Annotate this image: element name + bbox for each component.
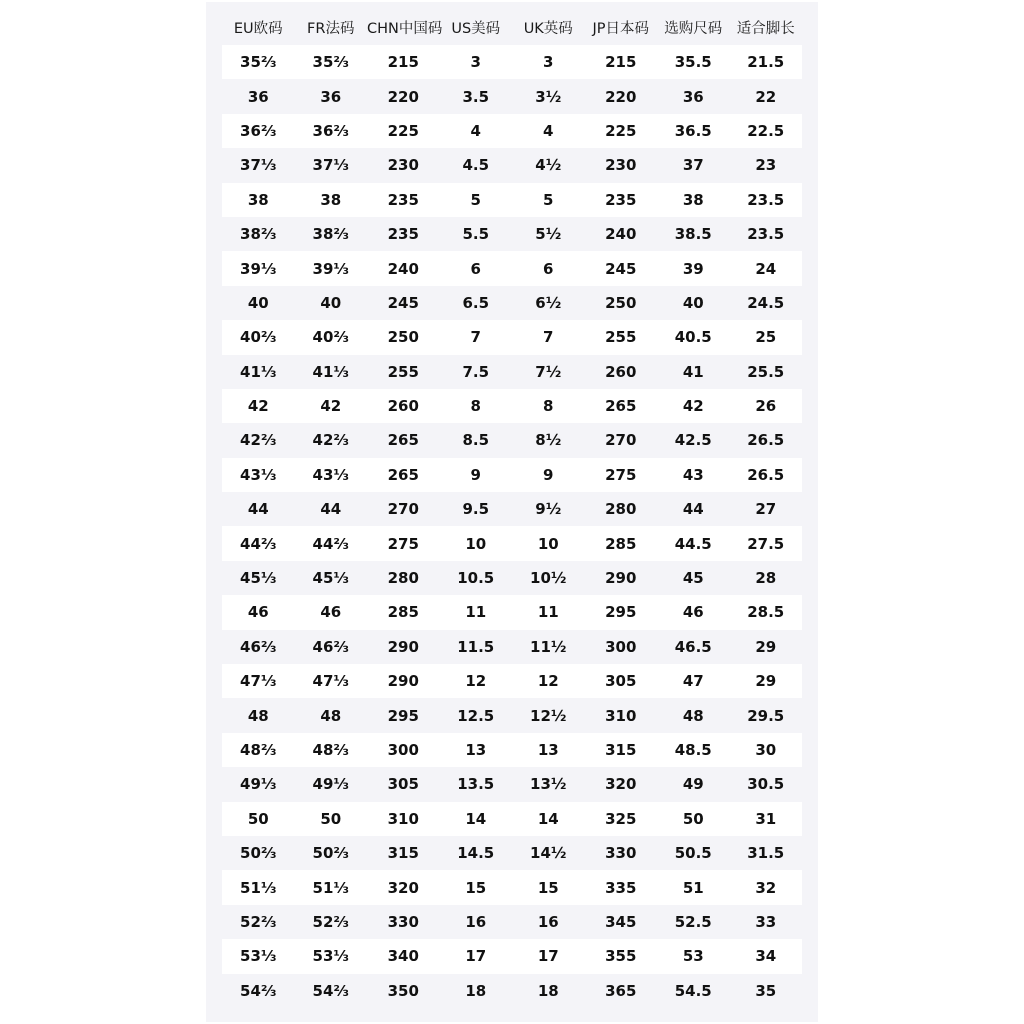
cell-chn: 235 <box>367 183 440 217</box>
cell-chn: 265 <box>367 423 440 457</box>
cell-jp: 245 <box>585 251 658 285</box>
cell-foot-length: 30.5 <box>730 767 803 801</box>
cell-us: 13 <box>440 733 513 767</box>
cell-chn: 290 <box>367 630 440 664</box>
cell-fr: 48 <box>295 698 368 732</box>
table-row <box>222 561 802 595</box>
table-row <box>222 905 802 939</box>
cell-eu: 40⅔ <box>222 320 295 354</box>
cell-us: 10.5 <box>440 561 513 595</box>
cell-uk: 12½ <box>512 698 585 732</box>
cell-purchase-size: 48.5 <box>657 733 730 767</box>
cell-purchase-size: 37 <box>657 148 730 182</box>
cell-us: 3 <box>440 45 513 79</box>
cell-us: 7.5 <box>440 355 513 389</box>
cell-fr: 53⅓ <box>295 939 368 973</box>
cell-purchase-size: 44.5 <box>657 526 730 560</box>
cell-foot-length: 25 <box>730 320 803 354</box>
cell-chn: 235 <box>367 217 440 251</box>
cell-fr: 37⅓ <box>295 148 368 182</box>
cell-us: 9.5 <box>440 492 513 526</box>
cell-purchase-size: 40 <box>657 286 730 320</box>
cell-foot-length: 25.5 <box>730 355 803 389</box>
cell-chn: 290 <box>367 664 440 698</box>
cell-jp: 355 <box>585 939 658 973</box>
cell-us: 10 <box>440 526 513 560</box>
cell-chn: 250 <box>367 320 440 354</box>
cell-us: 5.5 <box>440 217 513 251</box>
cell-fr: 45⅓ <box>295 561 368 595</box>
cell-jp: 335 <box>585 870 658 904</box>
cell-uk: 7 <box>512 320 585 354</box>
cell-purchase-size: 40.5 <box>657 320 730 354</box>
cell-chn: 280 <box>367 561 440 595</box>
cell-purchase-size: 36 <box>657 79 730 113</box>
cell-uk: 4½ <box>512 148 585 182</box>
cell-us: 8.5 <box>440 423 513 457</box>
cell-uk: 16 <box>512 905 585 939</box>
table-row <box>222 389 802 423</box>
cell-uk: 3 <box>512 45 585 79</box>
cell-jp: 215 <box>585 45 658 79</box>
cell-fr: 51⅓ <box>295 870 368 904</box>
cell-fr: 36⅔ <box>295 114 368 148</box>
header-row <box>222 9 802 45</box>
cell-us: 14 <box>440 802 513 836</box>
cell-uk: 13½ <box>512 767 585 801</box>
cell-us: 4.5 <box>440 148 513 182</box>
cell-purchase-size: 43 <box>657 458 730 492</box>
size-chart-panel <box>206 2 818 1022</box>
cell-foot-length: 31 <box>730 802 803 836</box>
cell-eu: 44⅔ <box>222 526 295 560</box>
cell-foot-length: 24.5 <box>730 286 803 320</box>
cell-us: 3.5 <box>440 79 513 113</box>
cell-purchase-size: 42 <box>657 389 730 423</box>
cell-foot-length: 26.5 <box>730 458 803 492</box>
cell-eu: 42 <box>222 389 295 423</box>
cell-jp: 230 <box>585 148 658 182</box>
cell-fr: 54⅔ <box>295 974 368 1008</box>
column-header-fr: FR法码 <box>307 20 355 37</box>
cell-chn: 320 <box>367 870 440 904</box>
cell-foot-length: 24 <box>730 251 803 285</box>
cell-eu: 41⅓ <box>222 355 295 389</box>
cell-chn: 230 <box>367 148 440 182</box>
cell-eu: 52⅔ <box>222 905 295 939</box>
cell-fr: 42⅔ <box>295 423 368 457</box>
cell-eu: 48 <box>222 698 295 732</box>
cell-purchase-size: 51 <box>657 870 730 904</box>
cell-jp: 265 <box>585 389 658 423</box>
table-row <box>222 836 802 870</box>
cell-chn: 300 <box>367 733 440 767</box>
table-row <box>222 183 802 217</box>
column-header-chn: CHN中国码 <box>367 20 443 37</box>
cell-chn: 225 <box>367 114 440 148</box>
cell-uk: 3½ <box>512 79 585 113</box>
cell-chn: 260 <box>367 389 440 423</box>
table-row <box>222 630 802 664</box>
table-row <box>222 286 802 320</box>
cell-uk: 11 <box>512 595 585 629</box>
cell-foot-length: 23.5 <box>730 217 803 251</box>
cell-fr: 52⅔ <box>295 905 368 939</box>
cell-fr: 38 <box>295 183 368 217</box>
cell-fr: 36 <box>295 79 368 113</box>
cell-eu: 39⅓ <box>222 251 295 285</box>
cell-uk: 13 <box>512 733 585 767</box>
cell-jp: 255 <box>585 320 658 354</box>
cell-fr: 50 <box>295 802 368 836</box>
cell-fr: 38⅔ <box>295 217 368 251</box>
cell-foot-length: 22.5 <box>730 114 803 148</box>
cell-chn: 240 <box>367 251 440 285</box>
cell-purchase-size: 35.5 <box>657 45 730 79</box>
cell-foot-length: 28.5 <box>730 595 803 629</box>
cell-purchase-size: 45 <box>657 561 730 595</box>
cell-fr: 46⅔ <box>295 630 368 664</box>
cell-uk: 10 <box>512 526 585 560</box>
cell-foot-length: 31.5 <box>730 836 803 870</box>
cell-foot-length: 32 <box>730 870 803 904</box>
table-row <box>222 802 802 836</box>
column-header-foot-length: 适合脚长 <box>736 20 795 37</box>
cell-us: 5 <box>440 183 513 217</box>
cell-uk: 6 <box>512 251 585 285</box>
cell-fr: 39⅓ <box>295 251 368 285</box>
cell-chn: 305 <box>367 767 440 801</box>
cell-eu: 48⅔ <box>222 733 295 767</box>
table-body <box>222 45 802 1008</box>
cell-eu: 46⅔ <box>222 630 295 664</box>
cell-uk: 4 <box>512 114 585 148</box>
cell-us: 12.5 <box>440 698 513 732</box>
cell-eu: 35⅔ <box>222 45 295 79</box>
cell-foot-length: 28 <box>730 561 803 595</box>
cell-fr: 44⅔ <box>295 526 368 560</box>
cell-jp: 270 <box>585 423 658 457</box>
cell-chn: 295 <box>367 698 440 732</box>
cell-foot-length: 34 <box>730 939 803 973</box>
cell-eu: 51⅓ <box>222 870 295 904</box>
column-header-uk: UK英码 <box>523 20 573 37</box>
cell-jp: 365 <box>585 974 658 1008</box>
table-row <box>222 698 802 732</box>
cell-jp: 235 <box>585 183 658 217</box>
cell-chn: 270 <box>367 492 440 526</box>
table-row <box>222 45 802 79</box>
cell-purchase-size: 53 <box>657 939 730 973</box>
cell-purchase-size: 50.5 <box>657 836 730 870</box>
cell-purchase-size: 41 <box>657 355 730 389</box>
cell-purchase-size: 46 <box>657 595 730 629</box>
cell-us: 16 <box>440 905 513 939</box>
cell-us: 6 <box>440 251 513 285</box>
cell-foot-length: 30 <box>730 733 803 767</box>
cell-foot-length: 29 <box>730 630 803 664</box>
cell-purchase-size: 36.5 <box>657 114 730 148</box>
cell-chn: 220 <box>367 79 440 113</box>
cell-jp: 320 <box>585 767 658 801</box>
cell-us: 15 <box>440 870 513 904</box>
cell-eu: 50 <box>222 802 295 836</box>
cell-chn: 315 <box>367 836 440 870</box>
cell-us: 18 <box>440 974 513 1008</box>
table-row <box>222 423 802 457</box>
cell-jp: 240 <box>585 217 658 251</box>
cell-eu: 43⅓ <box>222 458 295 492</box>
cell-jp: 280 <box>585 492 658 526</box>
column-header-purchase-size: 选购尺码 <box>664 20 723 37</box>
table-row <box>222 526 802 560</box>
cell-chn: 265 <box>367 458 440 492</box>
cell-eu: 37⅓ <box>222 148 295 182</box>
table-row <box>222 595 802 629</box>
table-row <box>222 217 802 251</box>
cell-purchase-size: 48 <box>657 698 730 732</box>
cell-fr: 46 <box>295 595 368 629</box>
cell-eu: 45⅓ <box>222 561 295 595</box>
cell-foot-length: 23 <box>730 148 803 182</box>
cell-chn: 285 <box>367 595 440 629</box>
cell-fr: 40⅔ <box>295 320 368 354</box>
cell-eu: 36 <box>222 79 295 113</box>
cell-jp: 345 <box>585 905 658 939</box>
cell-eu: 38⅔ <box>222 217 295 251</box>
cell-chn: 255 <box>367 355 440 389</box>
cell-foot-length: 26.5 <box>730 423 803 457</box>
cell-uk: 18 <box>512 974 585 1008</box>
cell-foot-length: 29 <box>730 664 803 698</box>
cell-us: 13.5 <box>440 767 513 801</box>
cell-foot-length: 27 <box>730 492 803 526</box>
cell-fr: 41⅓ <box>295 355 368 389</box>
cell-fr: 44 <box>295 492 368 526</box>
cell-foot-length: 22 <box>730 79 803 113</box>
cell-uk: 5 <box>512 183 585 217</box>
cell-us: 8 <box>440 389 513 423</box>
cell-jp: 220 <box>585 79 658 113</box>
cell-chn: 340 <box>367 939 440 973</box>
cell-jp: 325 <box>585 802 658 836</box>
table-row <box>222 492 802 526</box>
cell-fr: 47⅓ <box>295 664 368 698</box>
table-row <box>222 251 802 285</box>
table-row <box>222 320 802 354</box>
cell-uk: 11½ <box>512 630 585 664</box>
cell-us: 17 <box>440 939 513 973</box>
cell-uk: 6½ <box>512 286 585 320</box>
cell-uk: 5½ <box>512 217 585 251</box>
cell-us: 12 <box>440 664 513 698</box>
cell-uk: 7½ <box>512 355 585 389</box>
cell-jp: 225 <box>585 114 658 148</box>
cell-foot-length: 29.5 <box>730 698 803 732</box>
cell-purchase-size: 39 <box>657 251 730 285</box>
column-header-eu: EU欧码 <box>233 20 283 37</box>
cell-foot-length: 23.5 <box>730 183 803 217</box>
cell-eu: 38 <box>222 183 295 217</box>
cell-us: 11.5 <box>440 630 513 664</box>
cell-foot-length: 21.5 <box>730 45 803 79</box>
cell-jp: 290 <box>585 561 658 595</box>
cell-fr: 35⅔ <box>295 45 368 79</box>
cell-purchase-size: 44 <box>657 492 730 526</box>
cell-purchase-size: 50 <box>657 802 730 836</box>
cell-eu: 42⅔ <box>222 423 295 457</box>
cell-eu: 53⅓ <box>222 939 295 973</box>
cell-jp: 330 <box>585 836 658 870</box>
cell-us: 14.5 <box>440 836 513 870</box>
cell-jp: 285 <box>585 526 658 560</box>
table-row <box>222 114 802 148</box>
cell-jp: 295 <box>585 595 658 629</box>
cell-purchase-size: 38.5 <box>657 217 730 251</box>
cell-eu: 54⅔ <box>222 974 295 1008</box>
cell-fr: 40 <box>295 286 368 320</box>
cell-fr: 48⅔ <box>295 733 368 767</box>
cell-uk: 14 <box>512 802 585 836</box>
cell-purchase-size: 54.5 <box>657 974 730 1008</box>
cell-eu: 40 <box>222 286 295 320</box>
cell-chn: 310 <box>367 802 440 836</box>
cell-jp: 300 <box>585 630 658 664</box>
cell-eu: 50⅔ <box>222 836 295 870</box>
table-row <box>222 767 802 801</box>
cell-fr: 43⅓ <box>295 458 368 492</box>
cell-uk: 10½ <box>512 561 585 595</box>
cell-uk: 15 <box>512 870 585 904</box>
table-row <box>222 664 802 698</box>
table-row <box>222 79 802 113</box>
cell-us: 7 <box>440 320 513 354</box>
column-header-us: US美码 <box>451 20 501 37</box>
column-header-jp: JP日本码 <box>592 20 650 37</box>
cell-jp: 275 <box>585 458 658 492</box>
cell-purchase-size: 52.5 <box>657 905 730 939</box>
cell-purchase-size: 49 <box>657 767 730 801</box>
cell-purchase-size: 38 <box>657 183 730 217</box>
cell-foot-length: 27.5 <box>730 526 803 560</box>
cell-eu: 49⅓ <box>222 767 295 801</box>
cell-foot-length: 35 <box>730 974 803 1008</box>
cell-us: 6.5 <box>440 286 513 320</box>
cell-chn: 245 <box>367 286 440 320</box>
cell-uk: 8½ <box>512 423 585 457</box>
cell-uk: 8 <box>512 389 585 423</box>
cell-uk: 17 <box>512 939 585 973</box>
cell-jp: 315 <box>585 733 658 767</box>
cell-uk: 12 <box>512 664 585 698</box>
table-row <box>222 733 802 767</box>
cell-eu: 44 <box>222 492 295 526</box>
cell-foot-length: 33 <box>730 905 803 939</box>
cell-jp: 310 <box>585 698 658 732</box>
cell-fr: 42 <box>295 389 368 423</box>
cell-eu: 36⅔ <box>222 114 295 148</box>
cell-purchase-size: 46.5 <box>657 630 730 664</box>
cell-jp: 250 <box>585 286 658 320</box>
cell-fr: 50⅔ <box>295 836 368 870</box>
table-row <box>222 458 802 492</box>
cell-chn: 330 <box>367 905 440 939</box>
shoe-size-table <box>222 9 802 1008</box>
table-row <box>222 148 802 182</box>
cell-us: 9 <box>440 458 513 492</box>
cell-us: 4 <box>440 114 513 148</box>
cell-chn: 350 <box>367 974 440 1008</box>
cell-fr: 49⅓ <box>295 767 368 801</box>
cell-purchase-size: 47 <box>657 664 730 698</box>
cell-uk: 9½ <box>512 492 585 526</box>
cell-jp: 305 <box>585 664 658 698</box>
cell-us: 11 <box>440 595 513 629</box>
table-row <box>222 355 802 389</box>
cell-foot-length: 26 <box>730 389 803 423</box>
cell-eu: 47⅓ <box>222 664 295 698</box>
cell-purchase-size: 42.5 <box>657 423 730 457</box>
table-row <box>222 974 802 1008</box>
cell-jp: 260 <box>585 355 658 389</box>
table-row <box>222 870 802 904</box>
table-row <box>222 939 802 973</box>
cell-chn: 275 <box>367 526 440 560</box>
cell-chn: 215 <box>367 45 440 79</box>
cell-eu: 46 <box>222 595 295 629</box>
cell-uk: 9 <box>512 458 585 492</box>
cell-uk: 14½ <box>512 836 585 870</box>
